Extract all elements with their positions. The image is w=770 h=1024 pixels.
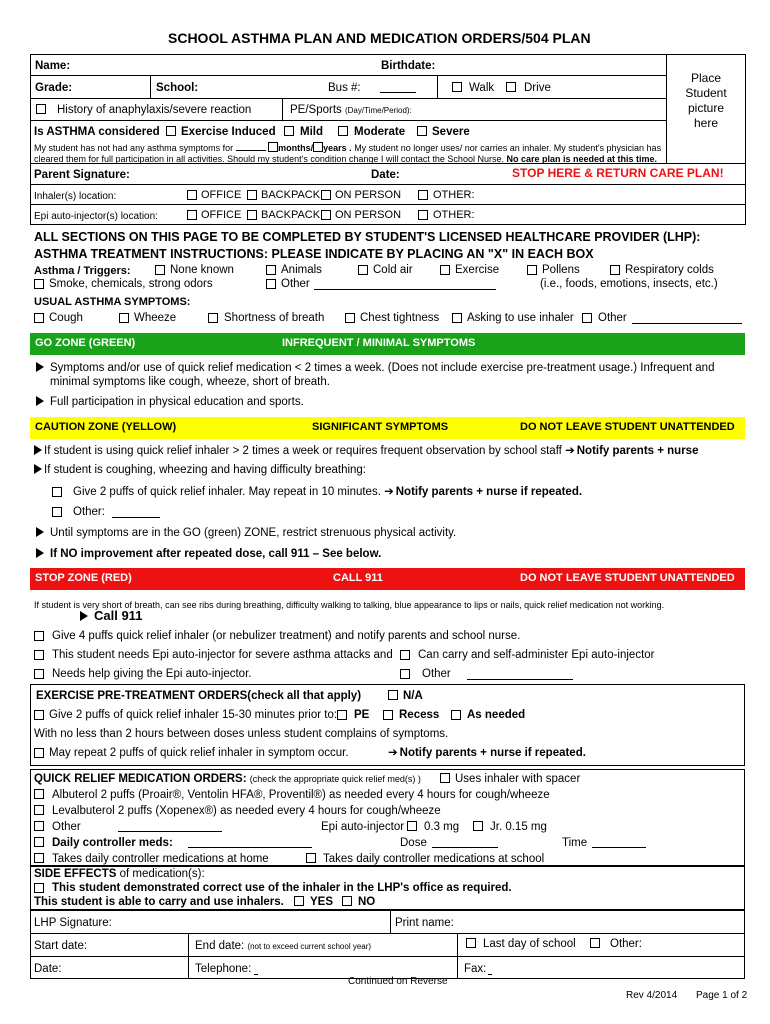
inhaler-other-label: OTHER: xyxy=(433,189,475,201)
inhaler-location-label: Inhaler(s) location: xyxy=(34,191,117,202)
symptom-cough-checkbox[interactable] xyxy=(34,313,44,323)
side-effects-title-text: SIDE EFFECTS xyxy=(34,868,117,880)
stop-zone-title: STOP ZONE (RED) xyxy=(35,572,132,584)
call-911 xyxy=(80,609,142,623)
severe-label: Severe xyxy=(432,126,470,138)
photo-text: Place Student picture here xyxy=(685,71,727,130)
trigger-smoke-label: Smoke, chemicals, strong odors xyxy=(49,278,213,290)
school-field[interactable] xyxy=(205,78,325,95)
trigger-smoke-checkbox[interactable] xyxy=(34,279,44,289)
trigger-cold-air-checkbox[interactable] xyxy=(358,265,368,275)
inhaler-on-person-checkbox[interactable] xyxy=(321,190,331,200)
years-label: years . xyxy=(323,143,352,153)
caution-line-1-text: If student is using quick relief inhaler > 2 times a week or requires frequent observation by school staff xyxy=(44,445,562,457)
exercise-pe-checkbox[interactable] xyxy=(337,710,347,720)
months-checkbox[interactable] xyxy=(268,142,278,152)
stop-option-4-checkbox[interactable] xyxy=(34,669,44,679)
side-effects-suffix: of medication(s): xyxy=(119,868,205,880)
start-date-label: Start date: xyxy=(34,940,88,952)
birthdate-label: Birthdate: xyxy=(381,60,436,72)
sig-date-field[interactable] xyxy=(66,959,184,976)
carry-yes-checkbox[interactable] xyxy=(294,896,304,906)
carry-yes-label: YES xyxy=(310,896,334,908)
caution-option-1 xyxy=(73,485,582,499)
symptom-shortness-label: Shortness of breath xyxy=(224,312,325,324)
symptom-other-label: Other xyxy=(598,312,627,324)
usual-symptoms-label: USUAL ASTHMA SYMPTOMS: xyxy=(34,296,191,308)
severe-checkbox[interactable] xyxy=(417,126,427,136)
exercise-recess-label: Recess xyxy=(399,709,440,721)
epi-on-person-checkbox[interactable] xyxy=(321,210,331,220)
epi-other-checkbox[interactable] xyxy=(418,210,428,220)
bullet-triangle-icon xyxy=(34,445,42,455)
exercise-recess-checkbox[interactable] xyxy=(383,710,393,720)
go-zone-subtitle: INFREQUENT / MINIMAL SYMPTOMS xyxy=(282,337,476,349)
caution-zone-subtitle: SIGNIFICANT SYMPTOMS xyxy=(312,421,449,433)
stop-description: If student is very short of breath, can see ribs during breathing, difficulty walking to talking, blue appearance to lips or nails, quick relief medication not working. xyxy=(34,600,665,610)
bullet-triangle-icon xyxy=(34,464,42,474)
trigger-none-label: None known xyxy=(170,264,234,276)
caution-line-2-text: If student is coughing, wheezing and having difficulty breathing: xyxy=(44,464,366,476)
symptom-shortness-checkbox[interactable] xyxy=(208,313,218,323)
levalbuterol-label: Levalbuterol 2 puffs (Xopenex®) as needed every 4 hours for cough/wheeze xyxy=(52,805,441,817)
exercise-pe-label: PE xyxy=(354,709,370,721)
epi-other-field[interactable] xyxy=(478,206,738,222)
exercise-repeat-label: May repeat 2 puffs of quick relief inhaler in symptom occur. xyxy=(49,747,349,759)
levalbuterol-checkbox[interactable] xyxy=(34,805,44,815)
epi-backpack-checkbox[interactable] xyxy=(247,210,257,220)
caution-line-1 xyxy=(34,444,698,458)
stop-option-5-checkbox[interactable] xyxy=(400,669,410,679)
stop-option-4-label: Needs help giving the Epi auto-injector. xyxy=(52,668,252,680)
stop-option-2-label: This student needs Epi auto-injector for severe asthma attacks and xyxy=(52,649,393,661)
mild-checkbox[interactable] xyxy=(284,126,294,136)
stop-option-5-label: Other xyxy=(422,668,451,680)
caution-option-2-checkbox[interactable] xyxy=(52,507,62,517)
inhaler-on-person-label: ON PERSON xyxy=(335,189,402,201)
go-bullet-1 xyxy=(36,361,714,375)
side-effects-title xyxy=(34,867,205,881)
symptom-wheeze-label: Wheeze xyxy=(134,312,177,324)
exercise-note: With no less than 2 hours between doses unless student complains of symptoms. xyxy=(34,728,449,740)
end-date-label xyxy=(195,939,371,954)
symptom-other-field[interactable] xyxy=(632,310,742,323)
trigger-none-checkbox[interactable] xyxy=(155,265,165,275)
quick-relief-hint: (check the appropriate quick relief med(s) ) xyxy=(249,774,421,784)
stop-option-3-checkbox[interactable] xyxy=(400,650,410,660)
trigger-exercise-label: Exercise xyxy=(455,264,500,276)
end-date-text: End date: xyxy=(195,940,245,952)
stop-zone-band xyxy=(30,568,745,590)
pe-sports-label xyxy=(290,103,412,118)
arrow-right-icon: ➔ xyxy=(388,747,398,759)
bullet-triangle-icon xyxy=(80,611,88,621)
exercise-induced-checkbox[interactable] xyxy=(166,126,176,136)
symptom-chest-checkbox[interactable] xyxy=(345,313,355,323)
trigger-animals-checkbox[interactable] xyxy=(266,265,276,275)
date-label: Date: xyxy=(371,169,400,181)
trigger-pollens-checkbox[interactable] xyxy=(527,265,537,275)
years-checkbox[interactable] xyxy=(313,142,323,152)
stop-zone-subtitle: CALL 911 xyxy=(333,572,383,584)
caution-bullet-3 xyxy=(36,526,456,540)
exercise-na-label: N/A xyxy=(403,690,423,702)
stop-zone-warning: DO NOT LEAVE STUDENT UNATTENDED xyxy=(520,572,735,584)
treatment-instructions: ASTHMA TREATMENT INSTRUCTIONS: PLEASE INDICATE BY PLACING AN "X" IN EACH BOX xyxy=(34,247,594,261)
fax-field[interactable] xyxy=(492,959,740,976)
trigger-other-field[interactable] xyxy=(314,276,496,289)
start-date-field[interactable] xyxy=(96,936,184,953)
symptom-other-checkbox[interactable] xyxy=(582,313,592,323)
controller-checkbox[interactable] xyxy=(34,837,44,847)
epi-015-label: Jr. 0.15 mg xyxy=(490,821,547,833)
exercise-repeat-action-text: Notify parents + nurse if repeated. xyxy=(399,747,586,759)
symptom-asking-inhaler-label: Asking to use inhaler xyxy=(467,312,574,324)
trigger-animals-label: Animals xyxy=(281,264,322,276)
grade-label: Grade: xyxy=(35,82,73,94)
stop-option-1-label: Give 4 puffs quick relief inhaler (or nebulizer treatment) and notify parents and school nurse. xyxy=(52,630,521,642)
end-other-field[interactable] xyxy=(648,936,740,953)
pe-sports-hint: (Day/Time/Period): xyxy=(344,106,412,115)
trigger-respiratory-checkbox[interactable] xyxy=(610,265,620,275)
parent-date-field[interactable] xyxy=(405,166,505,182)
name-label: Name: xyxy=(35,60,71,72)
no-symptoms-line2 xyxy=(34,152,657,166)
trigger-exercise-checkbox[interactable] xyxy=(440,265,450,275)
caution-bullet-3-text: Until symptoms are in the GO (green) ZONE, restrict strenuous physical activity. xyxy=(50,527,457,539)
walk-checkbox[interactable] xyxy=(452,82,462,92)
arrow-right-icon: ➔ xyxy=(384,486,394,498)
name-field[interactable] xyxy=(80,57,370,73)
page-title: SCHOOL ASTHMA PLAN AND MEDICATION ORDERS/504 PLAN xyxy=(168,30,591,46)
caution-option-2-label: Other: xyxy=(73,506,105,518)
grade-field[interactable] xyxy=(78,78,148,95)
takes-home-checkbox[interactable] xyxy=(34,853,44,863)
stop-option-1-checkbox[interactable] xyxy=(34,631,44,641)
asthma-considered-label: Is ASTHMA considered xyxy=(34,126,160,138)
takes-school-label: Takes daily controller medications at school xyxy=(323,853,545,865)
exercise-induced-label: Exercise Induced xyxy=(181,126,276,138)
anaphylaxis-checkbox[interactable] xyxy=(36,104,46,114)
controller-label: Daily controller meds: xyxy=(52,837,173,849)
demonstrated-label: This student demonstrated correct use of the inhaler in the LHP's office as required. xyxy=(52,882,512,894)
epi-other-label: OTHER: xyxy=(433,209,475,221)
triggers-label: Asthma / Triggers: xyxy=(34,265,131,277)
end-other-label: Other: xyxy=(610,938,642,950)
page-number: Page 1 of 2 xyxy=(696,990,748,1001)
end-other-checkbox[interactable] xyxy=(590,938,600,948)
takes-school-checkbox[interactable] xyxy=(306,853,316,863)
inhaler-other-checkbox[interactable] xyxy=(418,190,428,200)
epi-03-checkbox[interactable] xyxy=(407,821,417,831)
go-bullet-1-text: Symptoms and/or use of quick relief medication < 2 times a week. (Does not include exercise pre-treatment usage.) Infrequent and xyxy=(50,362,715,374)
trigger-other-label: Other xyxy=(281,278,310,290)
trigger-other-checkbox[interactable] xyxy=(266,279,276,289)
moderate-label: Moderate xyxy=(354,126,406,138)
print-name-label: Print name: xyxy=(395,917,454,929)
albuterol-label: Albuterol 2 puffs (Proair®, Ventolin HFA®, Proventil®) as needed every 4 hours for cough/wheeze xyxy=(52,789,550,801)
spacer-label: Uses inhaler with spacer xyxy=(455,773,581,785)
bus-label: Bus #: xyxy=(328,82,361,94)
end-date-field[interactable] xyxy=(370,936,454,953)
exercise-give-checkbox[interactable] xyxy=(34,710,44,720)
months-label: months/ xyxy=(278,143,314,153)
spacer-checkbox[interactable] xyxy=(440,773,450,783)
caution-line-1-action: Notify parents + nurse xyxy=(576,445,699,457)
symptom-chest-label: Chest tightness xyxy=(360,312,440,324)
no-symptoms-line2-text: cleared them for full participation in all activities. Should my student's condition change I will contact the School Nurse. xyxy=(34,154,504,164)
drive-checkbox[interactable] xyxy=(506,82,516,92)
exercise-repeat-action xyxy=(388,746,586,760)
bus-field[interactable] xyxy=(380,78,416,93)
quick-other-label: Other xyxy=(52,821,81,833)
revision: Rev 4/2014 xyxy=(626,990,678,1001)
go-bullet-2 xyxy=(36,395,304,409)
dose-field[interactable] xyxy=(432,834,498,847)
lhp-signature-field[interactable] xyxy=(120,913,385,930)
drive-label: Drive xyxy=(524,82,551,94)
time-label: Time xyxy=(562,837,588,849)
caution-zone-warning: DO NOT LEAVE STUDENT UNATTENDED xyxy=(520,421,735,433)
quick-other-field[interactable] xyxy=(118,818,222,831)
telephone-field[interactable] xyxy=(258,959,453,976)
inhaler-office-checkbox[interactable] xyxy=(187,190,197,200)
stop-option-3-label: Can carry and self-administer Epi auto-injector xyxy=(418,649,655,661)
controller-field[interactable] xyxy=(188,834,312,847)
caution-bullet-4-text: If NO improvement after repeated dose, call 911 – See below. xyxy=(50,548,382,560)
end-date-hint: (not to exceed current school year) xyxy=(247,942,372,951)
parent-signature-label: Parent Signature: xyxy=(34,169,130,181)
exercise-title: EXERCISE PRE-TREATMENT ORDERS(check all that apply) xyxy=(36,690,362,702)
stop-option-2-checkbox[interactable] xyxy=(34,650,44,660)
demonstrated-checkbox[interactable] xyxy=(34,883,44,893)
lhp-signature-label: LHP Signature: xyxy=(34,917,112,929)
inhaler-office-label: OFFICE xyxy=(201,189,242,201)
walk-label: Walk xyxy=(469,82,495,94)
print-name-field[interactable] xyxy=(462,913,740,930)
inhaler-backpack-checkbox[interactable] xyxy=(247,190,257,200)
epi-location-label: Epi auto-injector(s) location: xyxy=(34,211,158,222)
caution-option-1-action: Notify parents + nurse if repeated. xyxy=(395,486,583,498)
epi-on-person-label: ON PERSON xyxy=(335,209,402,221)
carry-no-checkbox[interactable] xyxy=(342,896,352,906)
pe-sports-text: PE/Sports xyxy=(290,104,342,116)
caution-zone-band xyxy=(30,417,745,439)
caution-zone-title: CAUTION ZONE (YELLOW) xyxy=(35,421,177,433)
caution-bullet-4 xyxy=(36,547,381,561)
student-photo-placeholder xyxy=(666,54,746,163)
bullet-triangle-icon xyxy=(36,396,44,406)
exercise-as-needed-label: As needed xyxy=(467,709,526,721)
epi-03-label: 0.3 mg xyxy=(424,821,460,833)
go-bullet-1-line2: minimal symptoms like cough, wheeze, short of breath. xyxy=(50,376,330,388)
carry-label: This student is able to carry and use inhalers. xyxy=(34,896,284,908)
anaphylaxis-label: History of anaphylaxis/severe reaction xyxy=(57,104,252,116)
epi-office-checkbox[interactable] xyxy=(187,210,197,220)
time-field[interactable] xyxy=(592,834,646,847)
inhaler-other-field[interactable] xyxy=(478,186,738,202)
school-label: School: xyxy=(156,82,199,94)
moderate-checkbox[interactable] xyxy=(338,126,348,136)
no-symptoms-post: My student no longer uses/ nor carries an inhaler. My student's physician has xyxy=(354,143,662,153)
birthdate-field[interactable] xyxy=(445,57,660,73)
parent-signature-field[interactable] xyxy=(145,166,360,182)
pe-sports-field[interactable] xyxy=(410,100,660,117)
epi-backpack-label: BACKPACK xyxy=(261,209,321,221)
bullet-triangle-icon xyxy=(36,548,44,558)
takes-home-label: Takes daily controller medications at home xyxy=(52,853,269,865)
no-plan-needed: No care plan is needed at this time. xyxy=(506,154,658,164)
caution-option-1-checkbox[interactable] xyxy=(52,487,62,497)
last-day-label: Last day of school xyxy=(483,938,576,950)
go-zone-band xyxy=(30,333,745,355)
caution-option-1-text: Give 2 puffs of quick relief inhaler. May repeat in 10 minutes. xyxy=(73,486,381,498)
caution-other-field[interactable] xyxy=(112,504,160,517)
go-zone-title: GO ZONE (GREEN) xyxy=(35,337,136,349)
caution-line-2 xyxy=(34,463,366,477)
exercise-give-label: Give 2 puffs of quick relief inhaler 15-30 minutes prior to: xyxy=(49,709,338,721)
trigger-cold-air-label: Cold air xyxy=(373,264,413,276)
symptom-wheeze-checkbox[interactable] xyxy=(119,313,129,323)
exercise-as-needed-checkbox[interactable] xyxy=(451,710,461,720)
side-effects-field[interactable] xyxy=(215,866,740,880)
carry-no-label: NO xyxy=(358,896,376,908)
last-day-checkbox[interactable] xyxy=(466,938,476,948)
lhp-heading: ALL SECTIONS ON THIS PAGE TO BE COMPLETED BY STUDENT'S LICENSED HEALTHCARE PROVIDER (LHP): xyxy=(34,230,701,244)
exercise-repeat-checkbox[interactable] xyxy=(34,748,44,758)
exercise-na-checkbox[interactable] xyxy=(388,690,398,700)
albuterol-checkbox[interactable] xyxy=(34,789,44,799)
stop-here-text: STOP HERE & RETURN CARE PLAN! xyxy=(512,166,724,180)
epi-label: Epi auto-injector xyxy=(321,821,405,833)
quick-relief-title-text: QUICK RELIEF MEDICATION ORDERS: xyxy=(34,773,247,785)
quick-other-checkbox[interactable] xyxy=(34,821,44,831)
telephone-label: Telephone: xyxy=(195,963,252,975)
bullet-triangle-icon xyxy=(36,362,44,372)
no-symptoms-pre: My student has not had any asthma symptoms for xyxy=(34,143,234,153)
fax-label: Fax: xyxy=(464,963,487,975)
trigger-pollens-label: Pollens xyxy=(542,264,580,276)
epi-015-checkbox[interactable] xyxy=(473,821,483,831)
mild-label: Mild xyxy=(300,126,323,138)
sig-date-label: Date: xyxy=(34,963,62,975)
stop-other-field[interactable] xyxy=(467,666,573,679)
continued-on-reverse: Continued on Reverse xyxy=(348,976,448,987)
inhaler-backpack-label: BACKPACK xyxy=(261,189,321,201)
go-bullet-2-text: Full participation in physical education and sports. xyxy=(50,396,304,408)
symptom-cough-label: Cough xyxy=(49,312,83,324)
triggers-note: (i.e., foods, emotions, insects, etc.) xyxy=(540,278,718,290)
dose-label: Dose xyxy=(400,837,427,849)
bullet-triangle-icon xyxy=(36,527,44,537)
quick-relief-title xyxy=(34,772,421,786)
symptom-asking-inhaler-checkbox[interactable] xyxy=(452,313,462,323)
arrow-right-icon: ➔ xyxy=(565,445,575,457)
epi-office-label: OFFICE xyxy=(201,209,242,221)
call-911-text: Call 911 xyxy=(94,608,143,623)
trigger-respiratory-label: Respiratory colds xyxy=(625,264,714,276)
